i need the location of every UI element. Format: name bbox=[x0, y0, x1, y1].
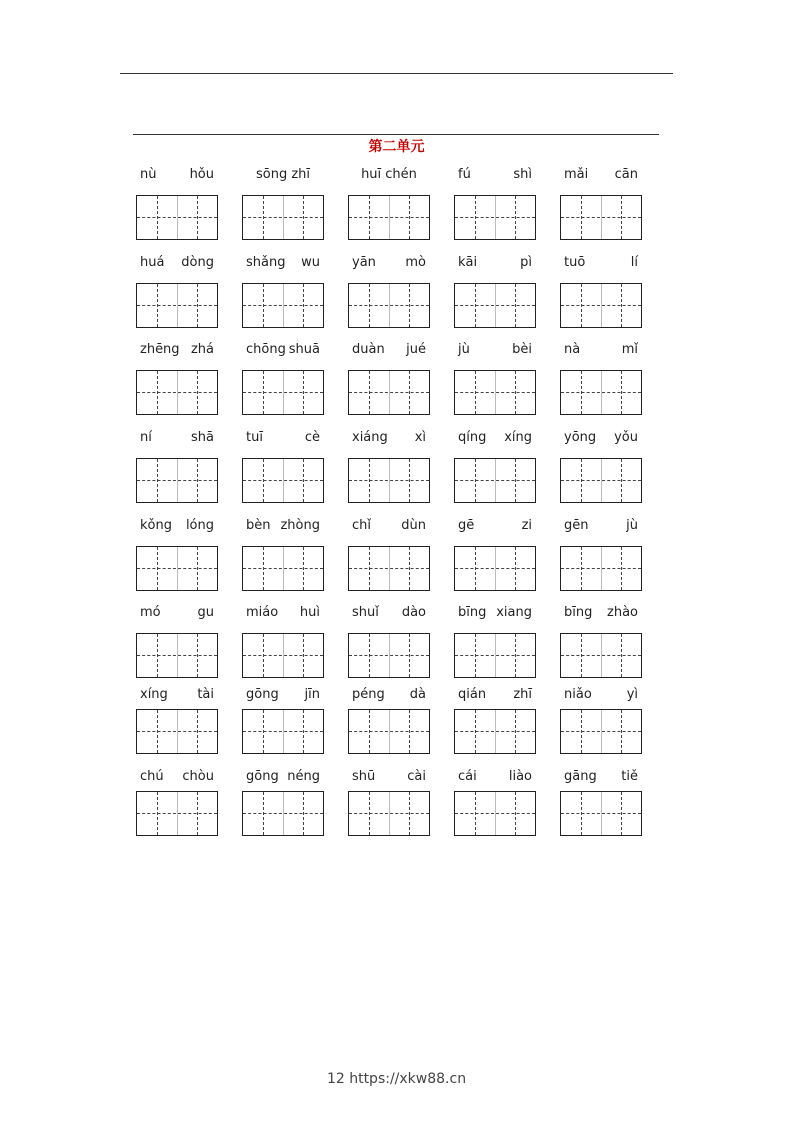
pinyin-syllable: qián bbox=[458, 687, 487, 702]
horizontal-guide bbox=[455, 568, 535, 569]
writing-box[interactable] bbox=[348, 458, 430, 503]
horizontal-guide bbox=[455, 305, 535, 306]
pinyin-syllable: mò bbox=[405, 255, 426, 270]
pinyin-syllable: cè bbox=[304, 430, 320, 445]
pinyin-syllable: bīng bbox=[564, 605, 593, 620]
writing-box[interactable] bbox=[560, 283, 642, 328]
pinyin-label bbox=[338, 167, 440, 185]
pinyin-label bbox=[444, 255, 546, 273]
pinyin-syllable: dùn bbox=[401, 518, 426, 533]
pinyin-syllable: bèi bbox=[512, 342, 532, 357]
pinyin-syllable: nù bbox=[140, 167, 157, 182]
pinyin-syllable: mǐ bbox=[621, 342, 638, 357]
horizontal-guide bbox=[455, 655, 535, 656]
pinyin-syllable: cài bbox=[407, 769, 426, 784]
pinyin-label bbox=[338, 605, 440, 623]
pinyin-label bbox=[444, 167, 546, 185]
pinyin-syllable: kǒng bbox=[140, 518, 172, 533]
pinyin-label bbox=[232, 342, 334, 360]
horizontal-guide bbox=[137, 305, 217, 306]
horizontal-guide bbox=[455, 480, 535, 481]
page-footer: 12 https://xkw88.cn bbox=[326, 1071, 467, 1087]
horizontal-guide bbox=[243, 392, 323, 393]
pinyin-label bbox=[338, 430, 440, 448]
pinyin-label bbox=[126, 342, 228, 360]
pinyin-label bbox=[126, 518, 228, 536]
pinyin-label bbox=[232, 167, 334, 185]
horizontal-guide bbox=[137, 655, 217, 656]
pinyin-syllable: pì bbox=[520, 255, 532, 270]
horizontal-guide bbox=[137, 480, 217, 481]
pinyin-label bbox=[444, 769, 546, 787]
writing-box[interactable] bbox=[242, 546, 324, 591]
pinyin-syllable: zhī bbox=[513, 687, 532, 702]
writing-box[interactable] bbox=[242, 283, 324, 328]
pinyin-syllable: mó bbox=[140, 605, 161, 620]
horizontal-guide bbox=[561, 305, 641, 306]
pinyin-syllable: gōng bbox=[246, 687, 279, 702]
pinyin-label bbox=[126, 255, 228, 273]
pinyin-syllable: dào bbox=[401, 605, 426, 620]
pinyin-syllable: xì bbox=[414, 430, 426, 445]
pinyin-label bbox=[444, 430, 546, 448]
pinyin-syllable: liào bbox=[508, 769, 532, 784]
pinyin-label bbox=[550, 687, 652, 705]
pinyin-syllable: chòu bbox=[182, 769, 214, 784]
pinyin-syllable: yōng bbox=[564, 430, 597, 445]
horizontal-guide bbox=[137, 813, 217, 814]
writing-box[interactable] bbox=[348, 791, 430, 836]
writing-box[interactable] bbox=[348, 195, 430, 240]
pinyin-syllable: jù bbox=[458, 342, 470, 357]
pinyin-label bbox=[338, 518, 440, 536]
pinyin-syllable: xiang bbox=[496, 605, 532, 620]
horizontal-guide bbox=[243, 568, 323, 569]
pinyin-syllable: zhēng bbox=[140, 342, 180, 357]
horizontal-guide bbox=[137, 568, 217, 569]
pinyin-label bbox=[550, 255, 652, 273]
horizontal-guide bbox=[349, 480, 429, 481]
pinyin-syllable: xíng bbox=[504, 430, 532, 445]
horizontal-guide bbox=[349, 568, 429, 569]
horizontal-guide bbox=[561, 655, 641, 656]
pinyin-syllable: chú bbox=[140, 769, 164, 784]
writing-box[interactable] bbox=[136, 633, 218, 678]
pinyin-syllable: shū bbox=[352, 769, 376, 784]
writing-box[interactable] bbox=[242, 633, 324, 678]
horizontal-guide bbox=[561, 568, 641, 569]
pinyin-label bbox=[126, 687, 228, 705]
writing-box[interactable] bbox=[560, 370, 642, 415]
pinyin-syllable: kāi bbox=[458, 255, 478, 270]
writing-box[interactable] bbox=[454, 546, 536, 591]
writing-box[interactable] bbox=[560, 791, 642, 836]
pinyin-syllable: shuā bbox=[288, 342, 320, 357]
pinyin-label bbox=[232, 255, 334, 273]
pinyin-label bbox=[444, 605, 546, 623]
pinyin-label bbox=[444, 518, 546, 536]
horizontal-guide bbox=[137, 392, 217, 393]
pinyin-syllable: mǎi bbox=[564, 167, 589, 182]
pinyin-label bbox=[338, 769, 440, 787]
pinyin-syllable: shì bbox=[513, 167, 532, 182]
pinyin-syllable: fú bbox=[458, 167, 471, 182]
pinyin-syllable: yān bbox=[352, 255, 376, 270]
pinyin-syllable: gu bbox=[197, 605, 214, 620]
horizontal-guide bbox=[137, 731, 217, 732]
writing-box[interactable] bbox=[136, 546, 218, 591]
pinyin-syllable: huī chén bbox=[361, 167, 417, 182]
writing-box[interactable] bbox=[560, 458, 642, 503]
writing-box[interactable] bbox=[242, 791, 324, 836]
pinyin-syllable: tuō bbox=[564, 255, 586, 270]
pinyin-syllable: néng bbox=[287, 769, 320, 784]
writing-box[interactable] bbox=[136, 283, 218, 328]
pinyin-label bbox=[550, 605, 652, 623]
writing-box[interactable] bbox=[454, 283, 536, 328]
writing-box[interactable] bbox=[560, 546, 642, 591]
pinyin-syllable: huá bbox=[140, 255, 165, 270]
pinyin-syllable: tiě bbox=[621, 769, 638, 784]
horizontal-guide bbox=[349, 655, 429, 656]
pinyin-syllable: zi bbox=[521, 518, 532, 533]
pinyin-syllable: jué bbox=[406, 342, 426, 357]
pinyin-syllable: nà bbox=[564, 342, 581, 357]
horizontal-guide bbox=[243, 813, 323, 814]
pinyin-label bbox=[444, 342, 546, 360]
pinyin-label bbox=[550, 342, 652, 360]
pinyin-syllable: tuī bbox=[246, 430, 263, 445]
writing-box[interactable] bbox=[136, 458, 218, 503]
unit-title: 第二单元 bbox=[368, 139, 425, 155]
writing-box[interactable] bbox=[454, 458, 536, 503]
writing-box[interactable] bbox=[348, 370, 430, 415]
pinyin-syllable: zhào bbox=[607, 605, 638, 620]
writing-box[interactable] bbox=[242, 458, 324, 503]
writing-box[interactable] bbox=[454, 195, 536, 240]
pinyin-label bbox=[126, 769, 228, 787]
pinyin-syllable: yǒu bbox=[614, 430, 638, 445]
pinyin-syllable: péng bbox=[352, 687, 385, 702]
horizontal-guide bbox=[455, 813, 535, 814]
pinyin-syllable: shǎng bbox=[246, 255, 286, 270]
pinyin-syllable: gōng bbox=[246, 769, 279, 784]
pinyin-label bbox=[232, 687, 334, 705]
pinyin-label bbox=[444, 687, 546, 705]
pinyin-label bbox=[232, 430, 334, 448]
horizontal-guide bbox=[455, 217, 535, 218]
horizontal-guide bbox=[137, 217, 217, 218]
horizontal-guide bbox=[349, 392, 429, 393]
horizontal-guide bbox=[561, 217, 641, 218]
pinyin-syllable: zhòng bbox=[280, 518, 320, 533]
horizontal-guide bbox=[455, 392, 535, 393]
pinyin-label bbox=[550, 518, 652, 536]
writing-box[interactable] bbox=[136, 370, 218, 415]
writing-box[interactable] bbox=[348, 633, 430, 678]
pinyin-label bbox=[232, 518, 334, 536]
writing-box[interactable] bbox=[560, 633, 642, 678]
pinyin-label bbox=[550, 167, 652, 185]
pinyin-label bbox=[232, 605, 334, 623]
writing-box[interactable] bbox=[242, 709, 324, 754]
horizontal-guide bbox=[243, 731, 323, 732]
horizontal-guide bbox=[349, 217, 429, 218]
writing-box[interactable] bbox=[136, 195, 218, 240]
pinyin-label bbox=[338, 687, 440, 705]
horizontal-guide bbox=[561, 392, 641, 393]
pinyin-label bbox=[338, 342, 440, 360]
pinyin-label bbox=[338, 255, 440, 273]
pinyin-syllable: wu bbox=[301, 255, 320, 270]
pinyin-syllable: qíng bbox=[458, 430, 487, 445]
pinyin-syllable: xíng bbox=[140, 687, 168, 702]
horizontal-guide bbox=[243, 480, 323, 481]
horizontal-guide bbox=[561, 813, 641, 814]
horizontal-guide bbox=[561, 480, 641, 481]
pinyin-syllable: ní bbox=[140, 430, 152, 445]
pinyin-label bbox=[550, 430, 652, 448]
writing-box[interactable] bbox=[454, 791, 536, 836]
pinyin-syllable: gēn bbox=[564, 518, 589, 533]
writing-box[interactable] bbox=[136, 709, 218, 754]
writing-box[interactable] bbox=[242, 195, 324, 240]
pinyin-syllable: chōng bbox=[246, 342, 286, 357]
writing-box[interactable] bbox=[560, 709, 642, 754]
pinyin-syllable: sōng zhī bbox=[255, 167, 311, 182]
pinyin-syllable: gē bbox=[458, 518, 475, 533]
writing-box[interactable] bbox=[560, 195, 642, 240]
pinyin-syllable: niǎo bbox=[564, 687, 592, 702]
pinyin-syllable: lí bbox=[630, 255, 638, 270]
pinyin-syllable: gāng bbox=[564, 769, 597, 784]
pinyin-syllable: duàn bbox=[352, 342, 385, 357]
horizontal-guide bbox=[561, 731, 641, 732]
worksheet-grid bbox=[136, 0, 656, 843]
pinyin-syllable: shuǐ bbox=[352, 605, 379, 620]
pinyin-label bbox=[232, 769, 334, 787]
writing-box[interactable] bbox=[242, 370, 324, 415]
pinyin-syllable: bèn bbox=[246, 518, 271, 533]
writing-box[interactable] bbox=[348, 546, 430, 591]
writing-box[interactable] bbox=[454, 370, 536, 415]
pinyin-label bbox=[126, 430, 228, 448]
horizontal-guide bbox=[243, 305, 323, 306]
horizontal-guide bbox=[243, 217, 323, 218]
pinyin-syllable: zhá bbox=[190, 342, 214, 357]
pinyin-syllable: shā bbox=[191, 430, 214, 445]
pinyin-label bbox=[126, 605, 228, 623]
pinyin-syllable: xiáng bbox=[352, 430, 388, 445]
pinyin-syllable: bīng bbox=[458, 605, 487, 620]
pinyin-syllable: dòng bbox=[181, 255, 214, 270]
pinyin-syllable: jù bbox=[626, 518, 638, 533]
writing-box[interactable] bbox=[136, 791, 218, 836]
writing-box[interactable] bbox=[454, 633, 536, 678]
pinyin-syllable: lóng bbox=[185, 518, 214, 533]
horizontal-guide bbox=[349, 731, 429, 732]
pinyin-label bbox=[126, 167, 228, 185]
writing-box[interactable] bbox=[454, 709, 536, 754]
pinyin-syllable: jīn bbox=[304, 687, 320, 702]
writing-box[interactable] bbox=[348, 709, 430, 754]
pinyin-syllable: miáo bbox=[246, 605, 279, 620]
pinyin-syllable: chǐ bbox=[352, 518, 371, 533]
writing-box[interactable] bbox=[348, 283, 430, 328]
pinyin-syllable: yì bbox=[626, 687, 638, 702]
pinyin-label bbox=[550, 769, 652, 787]
pinyin-syllable: tài bbox=[197, 687, 214, 702]
pinyin-syllable: cān bbox=[614, 167, 638, 182]
pinyin-syllable: dà bbox=[409, 687, 426, 702]
horizontal-guide bbox=[349, 813, 429, 814]
horizontal-guide bbox=[455, 731, 535, 732]
pinyin-syllable: hǒu bbox=[189, 167, 214, 182]
horizontal-guide bbox=[243, 655, 323, 656]
pinyin-syllable: huì bbox=[299, 605, 320, 620]
horizontal-guide bbox=[349, 305, 429, 306]
pinyin-syllable: cái bbox=[458, 769, 477, 784]
